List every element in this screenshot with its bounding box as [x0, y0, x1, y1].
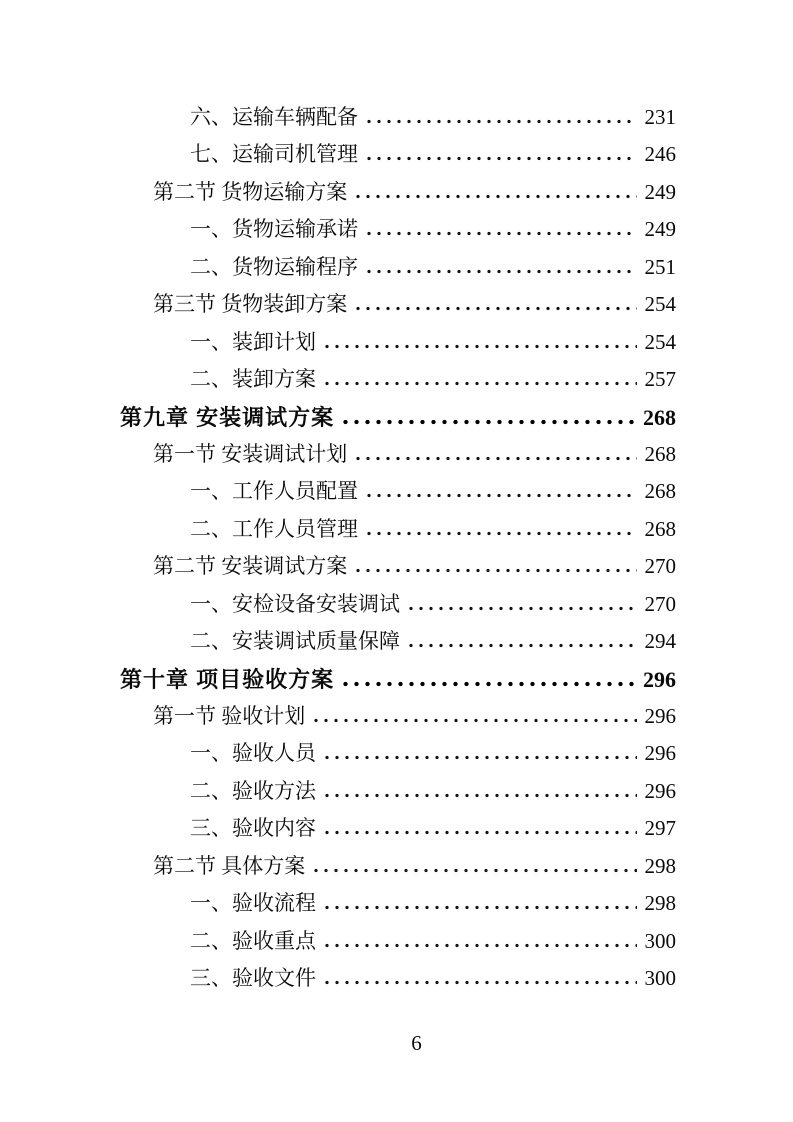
- toc-entry-title: 六、运输车辆配备: [190, 105, 358, 129]
- toc-leader-dots: [343, 419, 635, 425]
- toc-entry-title: 一、工作人员配置: [190, 479, 358, 504]
- toc-entry[interactable]: [120, 773, 676, 810]
- toc-entry[interactable]: [120, 810, 676, 847]
- toc-entry-title: 第二节 具体方案: [153, 853, 306, 878]
- toc-leader-dots: [367, 119, 637, 124]
- table-of-contents: [120, 99, 676, 998]
- toc-leader-dots: [314, 718, 636, 723]
- toc-entry-title: 第九章 安装调试方案: [120, 404, 335, 430]
- toc-leader-dots: [367, 493, 637, 498]
- toc-entry-page: 300: [644, 966, 676, 991]
- toc-entry[interactable]: [120, 174, 676, 211]
- toc-entry-page: 270: [644, 591, 676, 616]
- toc-entry[interactable]: [120, 735, 676, 772]
- toc-entry[interactable]: [120, 960, 676, 997]
- toc-entry-page: 254: [644, 329, 676, 354]
- toc-entry-title: 第二节 货物运输方案: [153, 179, 348, 204]
- toc-leader-dots: [367, 156, 637, 161]
- toc-entry-title: 一、货物运输承诺: [190, 217, 358, 242]
- toc-leader-dots: [409, 606, 637, 611]
- toc-leader-dots: [325, 830, 637, 835]
- toc-entry-page: 254: [644, 292, 676, 317]
- toc-entry-page: 296: [644, 704, 676, 728]
- toc-leader-dots: [314, 868, 636, 873]
- toc-leader-dots: [356, 456, 636, 461]
- toc-entry[interactable]: [120, 548, 676, 585]
- toc-leader-dots: [325, 980, 637, 985]
- toc-entry[interactable]: [120, 698, 676, 735]
- toc-entry-title: 第一节 安装调试计划: [153, 441, 348, 466]
- toc-entry-title: 第三节 货物装卸方案: [153, 292, 348, 317]
- toc-entry[interactable]: [120, 99, 676, 136]
- toc-entry-page: 268: [643, 404, 676, 430]
- toc-entry-page: 297: [644, 816, 676, 841]
- toc-entry-page: 246: [644, 142, 676, 167]
- toc-entry[interactable]: [120, 436, 676, 473]
- toc-entry-page: 231: [644, 105, 676, 129]
- toc-entry-page: 268: [644, 516, 676, 541]
- toc-entry-title: 三、验收文件: [190, 966, 316, 991]
- toc-leader-dots: [325, 793, 637, 798]
- toc-entry[interactable]: [120, 885, 676, 922]
- toc-leader-dots: [325, 344, 637, 349]
- toc-entry-title: 一、验收人员: [190, 741, 316, 766]
- toc-leader-dots: [356, 194, 636, 199]
- toc-entry[interactable]: [120, 848, 676, 885]
- toc-entry[interactable]: [120, 211, 676, 248]
- toc-entry-title: 一、装卸计划: [190, 329, 316, 354]
- toc-leader-dots: [356, 568, 636, 573]
- toc-entry[interactable]: [120, 661, 676, 698]
- toc-entry-title: 第二节 安装调试方案: [153, 554, 348, 579]
- toc-entry-page: 249: [644, 217, 676, 242]
- toc-entry-page: 298: [644, 891, 676, 916]
- toc-entry[interactable]: [120, 249, 676, 286]
- toc-entry[interactable]: [120, 586, 676, 623]
- toc-entry[interactable]: [120, 286, 676, 323]
- toc-entry-page: 296: [644, 741, 676, 766]
- toc-entry-page: 298: [644, 853, 676, 878]
- toc-entry-title: 二、验收方法: [190, 778, 316, 803]
- toc-entry-page: 257: [644, 367, 676, 392]
- toc-entry-page: 296: [643, 666, 676, 692]
- toc-entry[interactable]: [120, 361, 676, 398]
- toc-leader-dots: [325, 755, 637, 760]
- toc-leader-dots: [367, 231, 637, 236]
- toc-leader-dots: [325, 381, 637, 386]
- toc-entry-title: 二、货物运输程序: [190, 254, 358, 279]
- page-footer: [0, 1031, 793, 1055]
- toc-leader-dots: [325, 943, 637, 948]
- toc-entry-title: 第一节 验收计划: [153, 704, 306, 728]
- toc-entry-title: 二、装卸方案: [190, 367, 316, 392]
- toc-leader-dots: [356, 306, 636, 311]
- toc-entry-page: 251: [644, 254, 676, 279]
- toc-entry-title: 二、安装调试质量保障: [190, 629, 400, 654]
- toc-entry-page: 270: [644, 554, 676, 579]
- toc-entry[interactable]: [120, 923, 676, 960]
- toc-entry-page: 294: [644, 629, 676, 654]
- toc-entry-page: 268: [644, 479, 676, 504]
- toc-entry-page: 249: [644, 179, 676, 204]
- toc-entry[interactable]: [120, 399, 676, 436]
- toc-entry[interactable]: [120, 324, 676, 361]
- toc-entry[interactable]: [120, 136, 676, 173]
- toc-entry-title: 二、工作人员管理: [190, 516, 358, 541]
- toc-entry[interactable]: [120, 511, 676, 548]
- toc-leader-dots: [367, 531, 637, 536]
- toc-entry-title: 第十章 项目验收方案: [120, 666, 335, 692]
- toc-entry[interactable]: [120, 473, 676, 510]
- toc-entry[interactable]: [120, 623, 676, 660]
- footer-page-number: 6: [411, 1031, 422, 1055]
- toc-leader-dots: [325, 905, 637, 910]
- toc-leader-dots: [367, 269, 637, 274]
- toc-entry-title: 一、验收流程: [190, 891, 316, 916]
- toc-entry-page: 296: [644, 778, 676, 803]
- toc-entry-title: 七、运输司机管理: [190, 142, 358, 167]
- toc-entry-title: 二、验收重点: [190, 928, 316, 953]
- toc-entry-title: 三、验收内容: [190, 816, 316, 841]
- toc-entry-page: 300: [644, 928, 676, 953]
- toc-leader-dots: [409, 643, 637, 648]
- toc-leader-dots: [343, 681, 635, 687]
- toc-entry-title: 一、安检设备安装调试: [190, 591, 400, 616]
- toc-entry-page: 268: [644, 441, 676, 466]
